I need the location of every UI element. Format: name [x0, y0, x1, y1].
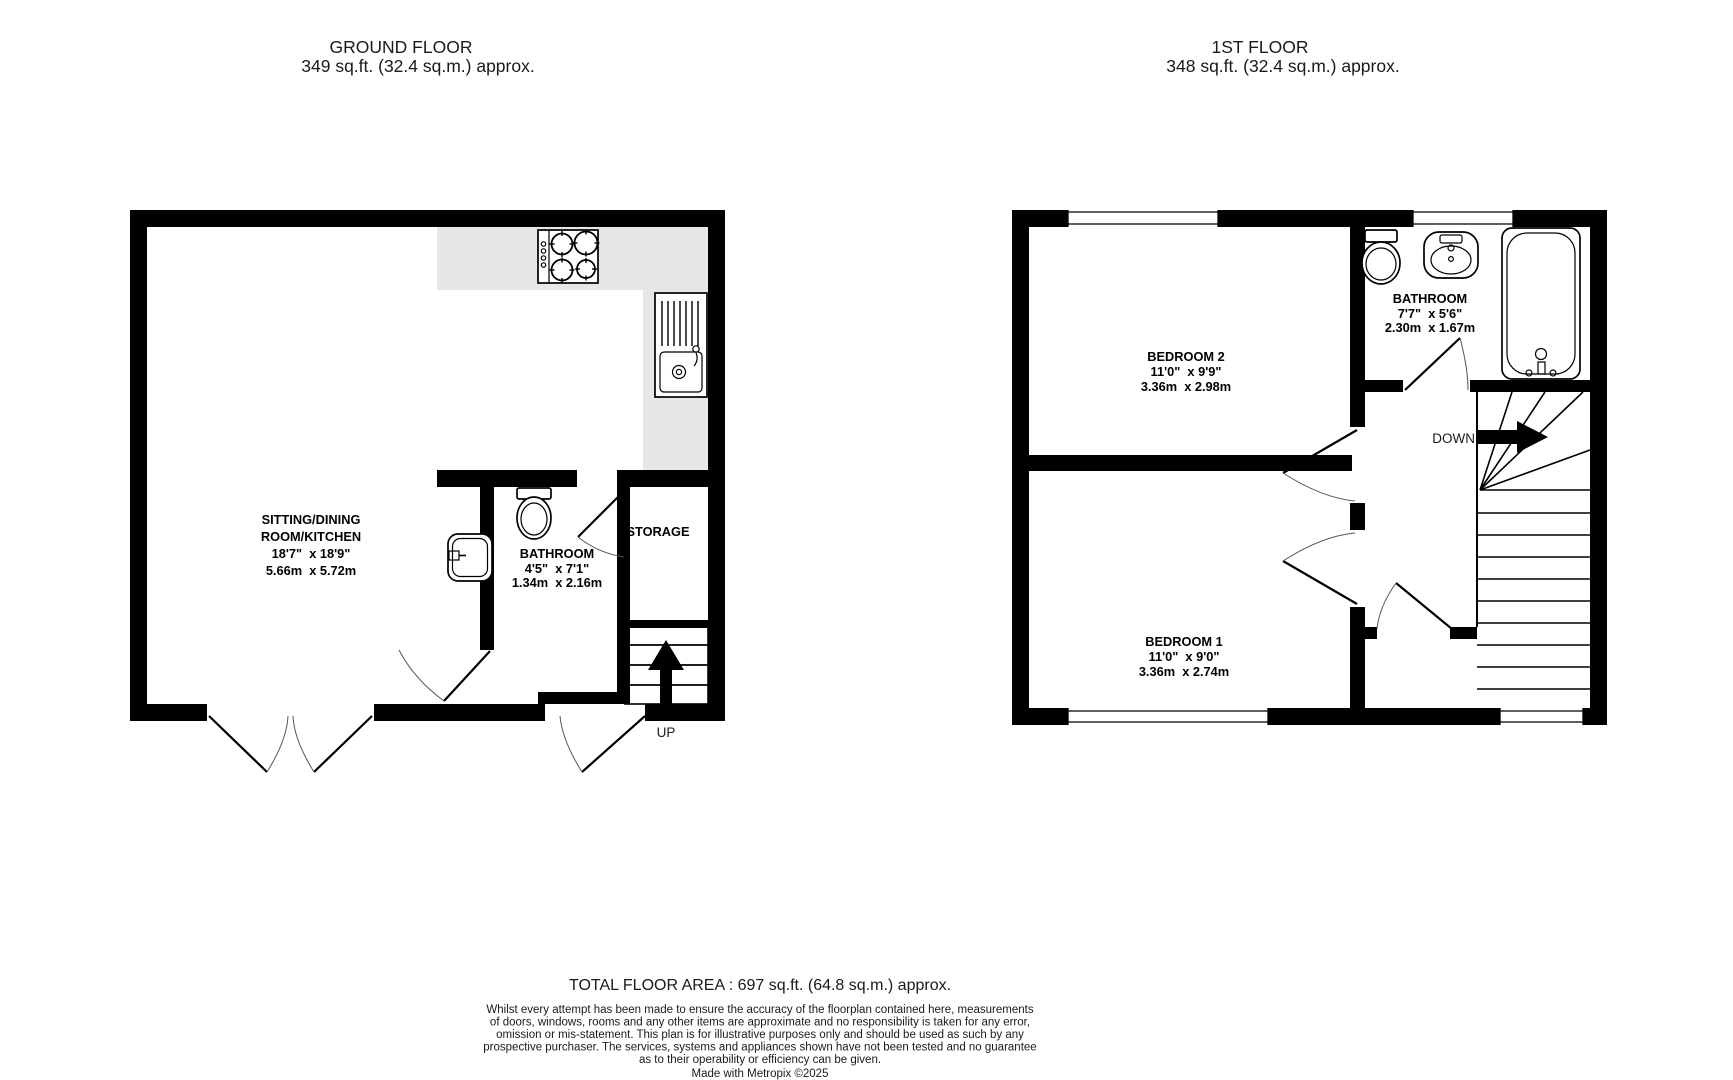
- ff-bathroom-dims-imperial: 7'7" x 5'6": [1397, 306, 1463, 321]
- up-arrow-icon: [648, 640, 684, 704]
- bedroom2-label: BEDROOM 2: [1147, 349, 1225, 364]
- front-door: [560, 716, 645, 772]
- bedroom2-dims-imperial: 11'0" x 9'9": [1150, 364, 1222, 379]
- bathroom-door-first: [1405, 338, 1468, 390]
- disclaimer-line-5: as to their operability or efficiency can be given.: [638, 1054, 882, 1066]
- sitting-room-dims-imperial: 18'7" x 18'9": [271, 546, 351, 561]
- bedroom1-window: [1068, 708, 1268, 725]
- gf-bathroom-dims-imperial: 4'5" x 7'1": [524, 561, 590, 576]
- ff-bathroom-label: BATHROOM: [1392, 291, 1468, 306]
- staircase-up: [625, 621, 708, 704]
- bedroom2-window: [1068, 210, 1218, 227]
- gf-bathroom-dims-metric: 1.34m x 2.16m: [511, 575, 603, 590]
- disclaimer-line-3: omission or mis-statement. This plan is for illustrative purposes only and should be used as such by any: [496, 1029, 1024, 1041]
- sitting-room-label: SITTING/DINING: [261, 512, 361, 527]
- stove-icon: [538, 230, 600, 284]
- landing-door: [1377, 583, 1452, 629]
- footer: [483, 977, 1036, 1080]
- gf-bathroom-label: BATHROOM: [519, 546, 595, 561]
- sitting-room-dims-metric: 5.66m x 5.72m: [265, 563, 357, 578]
- storage-label: STORAGE: [626, 524, 690, 539]
- disclaimer-line-4: prospective purchaser. The services, systems and appliances shown have not been tested and no guarantee: [483, 1041, 1037, 1054]
- bathroom-door: [399, 650, 490, 701]
- staircase-down: [1477, 392, 1590, 689]
- first-floor-plan: [1012, 37, 1607, 725]
- ground-floor-plan: [130, 37, 725, 772]
- metropix-credit: Made with Metropix ©2025: [691, 1068, 829, 1080]
- first-floor-area: 348 sq.ft. (32.4 sq.m.) approx.: [1166, 56, 1400, 76]
- bathtub-icon: [1502, 228, 1580, 379]
- toilet-icon-first: [1362, 230, 1400, 284]
- kitchen-sink-icon: [655, 293, 707, 397]
- first-floor-labels: [1139, 291, 1475, 679]
- bedroom1-door: [1283, 533, 1357, 604]
- down-arrow-icon: [1477, 421, 1548, 453]
- disclaimer-line-1: Whilst every attempt has been made to ensure the accuracy of the floorplan contained here, measurements: [486, 1004, 1034, 1016]
- bedroom1-dims-metric: 3.36m x 2.74m: [1138, 664, 1230, 679]
- bedroom1-label: BEDROOM 1: [1145, 634, 1223, 649]
- ff-bathroom-dims-metric: 2.30m x 1.67m: [1384, 320, 1476, 335]
- disclaimer-line-2: of doors, windows, rooms and any other items are approximate and no responsibility is taken for any error,: [489, 1016, 1031, 1029]
- ground-floor-area: 349 sq.ft. (32.4 sq.m.) approx.: [301, 56, 535, 76]
- landing-window: [1500, 708, 1583, 725]
- total-floor-area: TOTAL FLOOR AREA : 697 sq.ft. (64.8 sq.m.) approx.: [568, 977, 952, 994]
- up-label: UP: [656, 725, 676, 740]
- pedestal-sink-icon: [1424, 232, 1478, 278]
- first-floor-title: 1ST FLOOR: [1211, 37, 1309, 57]
- down-label: DOWN: [1432, 431, 1475, 446]
- sitting-room-label2: ROOM/KITCHEN: [260, 529, 362, 544]
- double-door: [209, 716, 372, 772]
- basin-icon: [448, 534, 492, 581]
- ground-floor-title: GROUND FLOOR: [329, 37, 473, 57]
- bedroom2-dims-metric: 3.36m x 2.98m: [1140, 379, 1232, 394]
- toilet-icon: [517, 488, 551, 539]
- bedroom1-dims-imperial: 11'0" x 9'0": [1148, 649, 1220, 664]
- bathroom-window: [1413, 210, 1513, 227]
